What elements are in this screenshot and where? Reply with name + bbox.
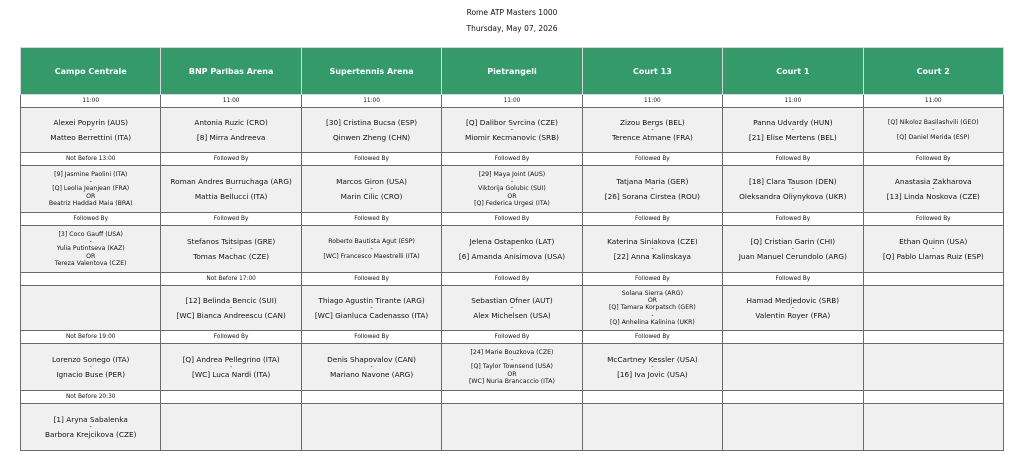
match-cell [863,226,1003,273]
match-time-label [301,391,441,404]
match-cell [723,286,863,331]
versus-separator: - [89,238,92,246]
time-row [21,153,1004,166]
court-header: Court 13 [582,48,722,95]
match-row [21,166,1004,213]
player-name: Barbora Krejcikova (CZE) [44,430,137,439]
player-name: [18] Clara Tauson (DEN) [749,176,837,186]
versus-separator: - [791,304,794,311]
or-separator: OR [507,192,517,200]
player-name: [24] Marie Bouzkova (CZE) [470,348,554,356]
court-header: Pietrangeli [442,48,582,95]
match-cell [723,226,863,273]
match-cell [442,108,582,153]
match-cell [582,226,722,273]
empty-cell [442,404,582,451]
versus-separator: - [791,126,794,133]
player-name: [21] Elise Mertens (BEL) [748,133,837,142]
empty-cell [582,404,722,451]
player-name: Alex Michelsen (USA) [473,311,551,320]
player-name: Alexei Popyrin (AUS) [53,117,128,127]
player-name: Hamad Medjedovic (SRB) [746,295,840,305]
empty-cell [863,404,1003,451]
versus-separator: - [370,245,373,253]
player-name: Stefanos Tsitsipas (GRE) [187,236,276,246]
match-cell [582,344,722,391]
court-header-row [21,48,1004,95]
match-time-label: Not Before 19:00 [21,331,161,344]
schedule-date: Thursday, May 07, 2026 [466,24,558,33]
match-cell [161,286,301,331]
match-time-label: Followed By [442,213,582,226]
match-cell [582,286,722,331]
versus-separator: - [651,245,654,252]
match-time-label: 11:00 [301,95,441,108]
match-cell [442,286,582,331]
match-time-label: Followed By [863,153,1003,166]
match-time-label: Followed By [301,213,441,226]
versus-separator: - [651,311,654,319]
match-time-label: Followed By [442,273,582,286]
player-name: Marcos Giron (USA) [336,176,408,186]
court-header: Campo Centrale [21,48,161,95]
match-time-label: Followed By [723,213,863,226]
player-name: Matteo Berrettini (ITA) [50,133,132,142]
time-row [21,273,1004,286]
match-time-label [863,331,1003,344]
match-time-label: Followed By [723,153,863,166]
match-time-label [582,391,722,404]
player-name: Miomir Kecmanovic (SRB) [465,133,559,142]
match-time-label: Followed By [161,331,301,344]
tournament-title: Rome ATP Masters 1000 [466,8,558,17]
match-cell [301,344,441,391]
match-cell [442,226,582,273]
empty-cell [723,404,863,451]
player-name: Ignacio Buse (PER) [56,370,126,379]
player-name: [Q] Nikoloz Basilashvili (GEO) [887,119,979,127]
player-name: Oleksandra Oliynykova (UKR) [739,192,847,201]
match-time-label: Followed By [21,213,161,226]
versus-separator: - [651,185,654,192]
player-name: [26] Sorana Cirstea (ROU) [604,192,700,201]
player-name: Jelena Ostapenko (LAT) [469,236,555,246]
player-name: Tereza Valentova (CZE) [54,259,127,267]
player-name: Qinwen Zheng (CHN) [332,133,411,142]
match-time-label: Not Before 20:30 [21,391,161,404]
player-name: [Q] Taylor Townsend (USA) [471,363,553,371]
match-time-label [21,273,161,286]
match-time-label: Followed By [582,213,722,226]
match-time-label [723,391,863,404]
player-name: [Q] Tamara Korpatsch (GER) [608,304,696,312]
match-cell [301,166,441,213]
versus-separator: - [370,363,373,370]
player-name: Solana Sierra (ARG) [621,289,684,297]
match-time-label: Followed By [442,153,582,166]
player-name: Mariano Navone (ARG) [329,370,414,379]
match-time-label: Followed By [442,331,582,344]
player-name: Marin Cilic (CRO) [340,192,403,201]
match-row [21,344,1004,391]
match-time-label: Followed By [161,213,301,226]
time-row [21,95,1004,108]
versus-separator: - [370,304,373,311]
empty-cell [863,344,1003,391]
player-name: [22] Anna Kalinskaya [613,252,692,261]
player-name: Viktorija Golubic (SUI) [478,185,546,193]
match-cell [442,344,582,391]
match-time-label [863,273,1003,286]
versus-separator: - [932,126,935,134]
versus-separator: - [230,185,233,192]
versus-separator: - [651,126,654,133]
or-separator: OR [86,252,96,260]
player-name: Panna Udvardy (HUN) [753,117,833,127]
versus-separator: - [230,363,233,370]
match-time-label: Followed By [863,213,1003,226]
player-name: McCartney Kessler (USA) [607,354,698,364]
match-cell [161,344,301,391]
match-time-label [161,391,301,404]
match-time-label: 11:00 [582,95,722,108]
versus-separator: - [230,126,233,133]
versus-separator: - [89,423,92,430]
court-header: Supertennis Arena [301,48,441,95]
player-name: [30] Cristina Bucsa (ESP) [326,117,418,127]
match-row [21,404,1004,451]
player-name: Mattia Bellucci (ITA) [194,192,268,201]
match-cell [21,344,161,391]
versus-separator: - [510,178,514,186]
player-name: [12] Belinda Bencic (SUI) [185,295,277,305]
player-name: [8] Mirra Andreeva [196,133,266,142]
player-name: [3] Coco Gauff (USA) [58,230,123,238]
player-name: Thiago Agustin Tirante (ARG) [318,295,425,305]
or-separator: OR [86,192,96,200]
time-row [21,213,1004,226]
match-cell [723,108,863,153]
player-name: [6] Amanda Anisimova (USA) [458,252,566,261]
versus-separator: - [230,245,233,252]
match-time-label: Followed By [301,331,441,344]
player-name: [Q] Pablo Llamas Ruiz (ESP) [882,252,984,261]
player-name: Sebastian Ofner (AUT) [471,295,553,305]
match-time-label: Not Before 17:00 [161,273,301,286]
match-time-label: 11:00 [442,95,582,108]
versus-separator: - [510,126,514,133]
player-name: [Q] Dalibor Svrcina (CZE) [465,117,558,127]
match-cell [582,108,722,153]
versus-separator: - [89,126,92,133]
match-row [21,108,1004,153]
player-name: [16] Iva Jovic (USA) [617,370,688,379]
player-name: [WC] Bianca Andreescu (CAN) [176,311,286,320]
match-row [21,286,1004,331]
empty-cell [161,404,301,451]
player-name: Katerina Siniakova (CZE) [607,236,698,246]
match-time-label: 11:00 [863,95,1003,108]
match-time-label: Followed By [582,153,722,166]
player-name: [Q] Leolia Jeanjean (FRA) [52,185,130,193]
match-cell [863,108,1003,153]
match-cell [723,166,863,213]
versus-separator: - [791,185,794,192]
match-time-label: Not Before 13:00 [21,153,161,166]
match-time-label: 11:00 [161,95,301,108]
versus-separator: - [510,245,514,252]
or-separator: OR [647,297,657,305]
match-time-label: Followed By [582,331,722,344]
versus-separator: - [370,185,373,192]
match-cell [442,166,582,213]
empty-cell [863,286,1003,331]
match-cell [21,166,161,213]
player-name: [Q] Daniel Merida (ESP) [896,133,970,141]
match-time-label: Followed By [161,153,301,166]
versus-separator: - [932,185,935,192]
match-cell [863,166,1003,213]
match-cell [161,108,301,153]
player-name: Roberto Bautista Agut (ESP) [328,238,415,246]
versus-separator: - [89,363,92,370]
match-cell [582,166,722,213]
player-name: [WC] Gianluca Cadenasso (ITA) [314,311,429,320]
match-cell [21,226,161,273]
player-name: [Q] Anhelina Kalinina (UKR) [609,318,695,326]
player-name: Roman Andres Burruchaga (ARG) [170,176,292,186]
match-cell [161,166,301,213]
match-time-label: Followed By [723,273,863,286]
empty-cell [723,344,863,391]
player-name: Terence Atmane (FRA) [611,133,693,142]
court-header: Court 2 [863,48,1003,95]
player-name: [WC] Luca Nardi (ITA) [192,370,271,379]
or-separator: OR [507,370,517,378]
player-name: Yulia Putintseva (KAZ) [56,245,125,253]
match-time-label: 11:00 [723,95,863,108]
versus-separator: - [932,245,935,252]
versus-separator: - [791,245,794,252]
player-name: [Q] Andrea Pellegrino (ITA) [182,354,280,364]
match-time-label: Followed By [301,153,441,166]
versus-separator: - [230,304,233,311]
match-time-label: Followed By [582,273,722,286]
player-name: [1] Aryna Sabalenka [53,414,128,424]
versus-separator: - [89,178,92,186]
match-cell [161,226,301,273]
player-name: [29] Maya Joint (AUS) [478,170,546,178]
empty-cell [21,286,161,331]
player-name: [Q] Cristian Garin (CHI) [750,236,836,246]
court-header: Court 1 [723,48,863,95]
player-name: Antonia Ruzic (CRO) [194,117,268,127]
order-of-play-table [20,47,1004,451]
player-name: Lorenzo Sonego (ITA) [52,354,130,364]
player-name: Ethan Quinn (USA) [899,236,968,246]
versus-separator: - [510,356,514,364]
match-cell [21,404,161,451]
versus-separator: - [651,363,654,370]
versus-separator: - [370,126,373,133]
player-name: [WC] Francesco Maestrelli (ITA) [323,252,420,260]
court-header: BNP Paribas Arena [161,48,301,95]
time-row [21,391,1004,404]
match-time-label [442,391,582,404]
player-name: Tatjana Maria (GER) [616,176,689,186]
player-name: Tomas Machac (CZE) [193,252,270,261]
player-name: Beatriz Haddad Maia (BRA) [48,199,133,207]
match-cell [301,108,441,153]
match-time-label [723,331,863,344]
player-name: Denis Shapovalov (CAN) [327,354,416,364]
player-name: [WC] Nuria Brancaccio (ITA) [468,377,555,385]
player-name: Valentin Royer (FRA) [755,311,831,320]
time-row [21,331,1004,344]
player-name: Zizou Bergs (BEL) [620,117,685,127]
empty-cell [301,404,441,451]
player-name: Juan Manuel Cerundolo (ARG) [738,252,847,261]
match-time-label: 11:00 [21,95,161,108]
player-name: [Q] Federica Urgesi (ITA) [474,199,550,207]
match-time-label [863,391,1003,404]
versus-separator: - [510,304,514,311]
match-cell [21,108,161,153]
match-time-label: Followed By [301,273,441,286]
player-name: [13] Linda Noskova (CZE) [886,192,980,201]
player-name: [9] Jasmine Paolini (ITA) [54,170,128,178]
match-cell [301,226,441,273]
match-cell [301,286,441,331]
match-row [21,226,1004,273]
player-name: Anastasia Zakharova [894,176,972,186]
